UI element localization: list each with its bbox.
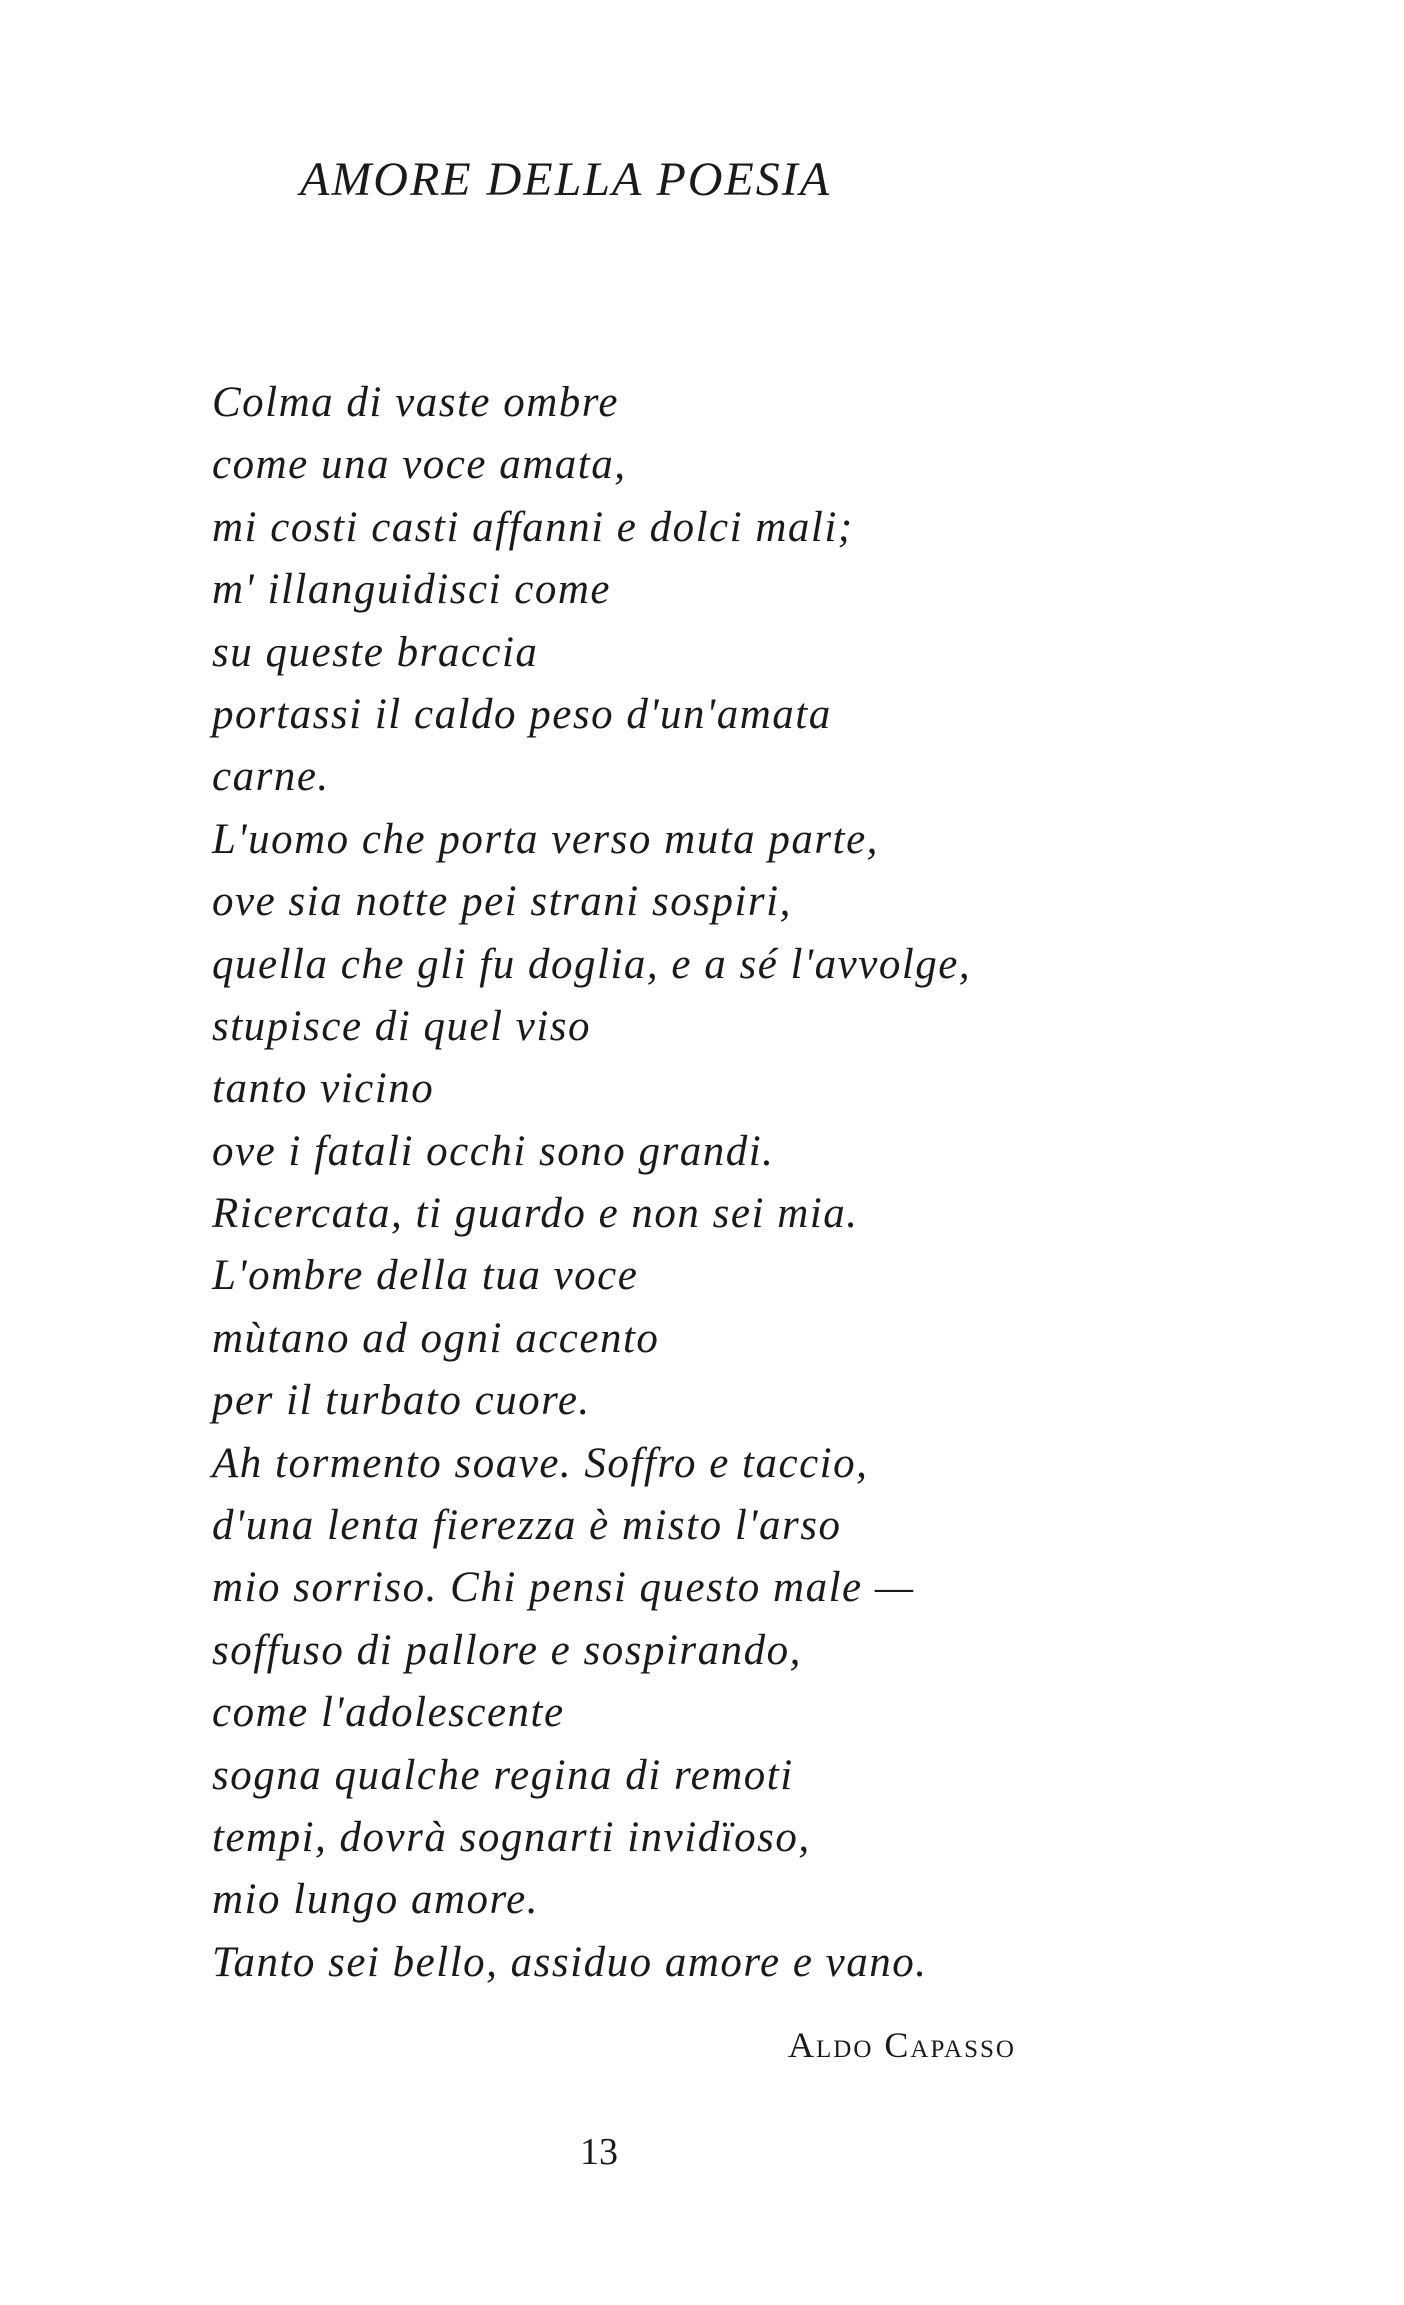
verse-line: carne. — [212, 753, 330, 801]
verse-line: L'uomo che porta verso muta parte, — [212, 815, 879, 863]
verse-line: ove sia notte pei strani sospiri, — [212, 878, 792, 926]
author-signature: Aldo Capasso — [788, 2025, 1016, 2065]
verse-line: su queste braccia — [212, 628, 539, 676]
poem-body — [212, 372, 971, 1994]
verse-line: soffuso di pallore e sospirando, — [212, 1626, 802, 1674]
verse-line: quella che gli fu doglia, e a sé l'avvolge, — [212, 940, 972, 988]
verse-line: sogna qualche regina di remoti — [212, 1751, 794, 1799]
verse-line: mio sorriso. Chi pensi questo male — — [212, 1564, 915, 1612]
verse-line: Ricercata, ti guardo e non sei mia. — [212, 1190, 859, 1238]
verse-line: ove i fatali occhi sono grandi. — [212, 1127, 775, 1175]
verse-line: come una voce amata, — [212, 441, 627, 489]
verse-line: per il turbato cuore. — [212, 1377, 591, 1425]
verse-line: Colma di vaste ombre — [212, 379, 620, 426]
poem-title: AMORE DELLA POESIA — [300, 153, 832, 206]
verse-line: mùtano ad ogni accento — [212, 1314, 660, 1362]
verse-line: m' illanguidisci come — [212, 566, 611, 614]
verse-line: tempi, dovrà sognarti invidïoso, — [212, 1813, 811, 1861]
verse-line: portassi il caldo peso d'un'amata — [212, 690, 832, 738]
page-number: 13 — [580, 2131, 618, 2173]
verse-line: Ah tormento soave. Soffro e taccio, — [212, 1439, 869, 1487]
verse-line: L'ombre della tua voce — [212, 1252, 639, 1300]
verse-line: come l'adolescente — [212, 1689, 565, 1737]
verse-line: stupisce di quel viso — [212, 1002, 592, 1050]
verse-line: Tanto sei bello, assiduo amore e vano. — [212, 1938, 928, 1986]
verse-line: tanto vicino — [212, 1065, 435, 1113]
verse-line: mi costi casti affanni e dolci mali; — [212, 503, 854, 551]
verse-line: d'una lenta fierezza è misto l'arso — [212, 1502, 842, 1550]
verse-line: mio lungo amore. — [212, 1876, 539, 1924]
